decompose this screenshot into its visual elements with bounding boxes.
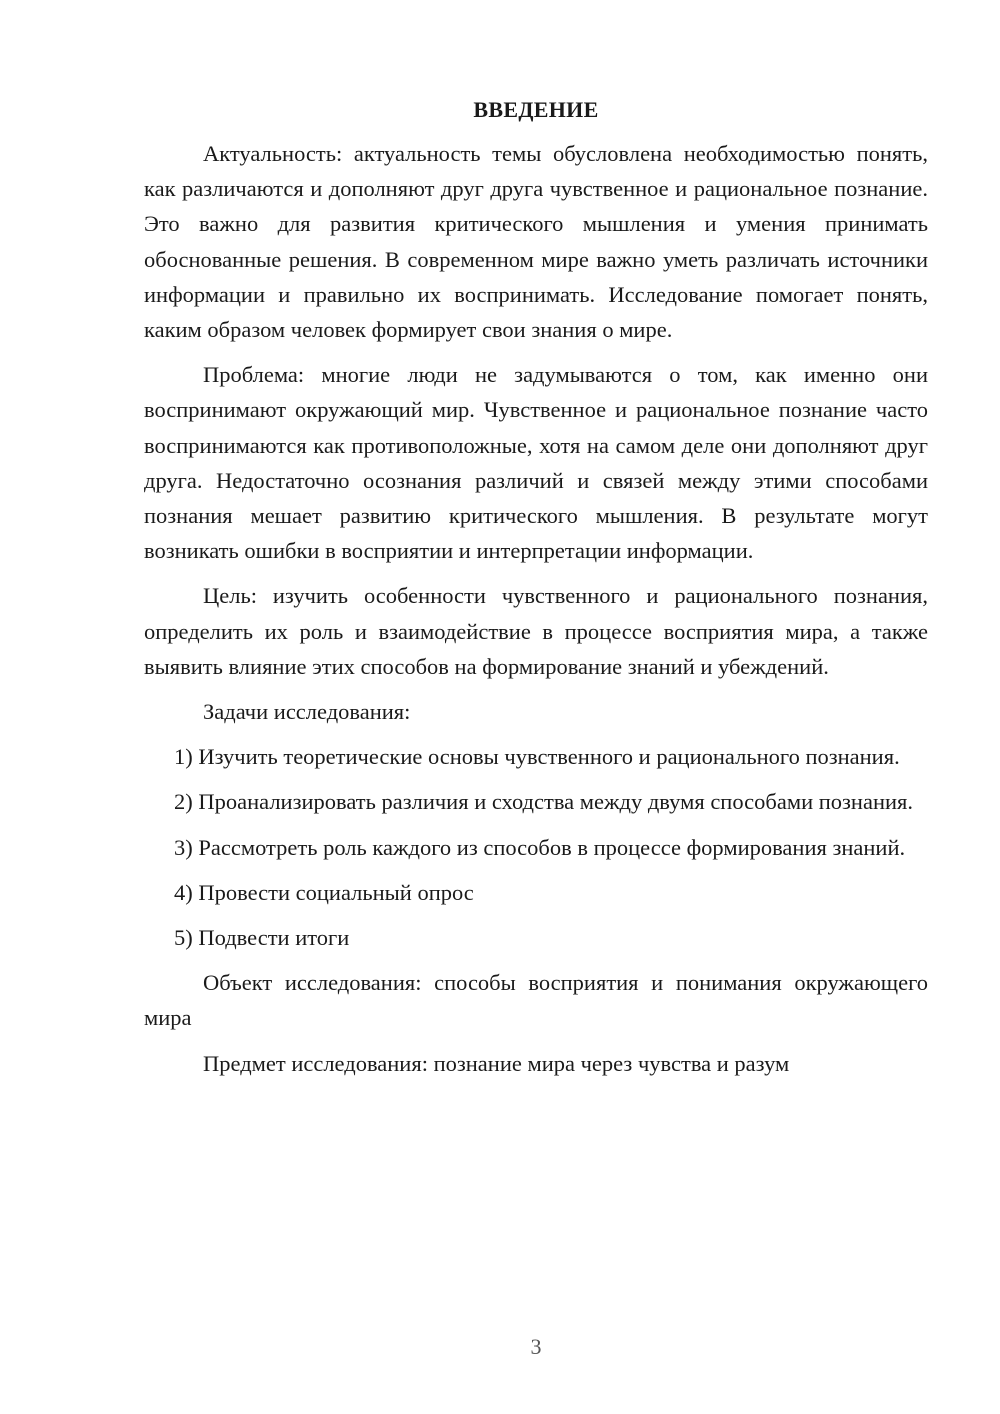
page-number: 3 xyxy=(530,1334,542,1359)
task-item-2: 2) Проанализировать различия и сходства между двумя способами познания. xyxy=(174,789,913,815)
task-item-3: 3) Рассмотреть роль каждого из способов в процессе формирования знаний. xyxy=(174,834,906,860)
subject-paragraph: Предмет исследования: познание мира через чувства и разум xyxy=(203,1050,790,1076)
problem-paragraph: Проблема: многие люди не задумываются о том, как именно они воспринимают окружающий мир. Чувственное и рациональное познание часто воспринимаются как противоположные, хотя на самом деле они дополняют друг друга. Недостаточно осознания различий и связей между этими способами познания мешает развитию критического мышления. В результате могут возникать ошибки в восприятии и интерпретации информации. xyxy=(144,362,928,564)
task-item-5: 5) Подвести итоги xyxy=(174,925,350,951)
document-page xyxy=(144,96,928,1091)
tasks-title: Задачи исследования: xyxy=(203,699,411,725)
section-heading: ВВЕДЕНИЕ xyxy=(473,97,599,122)
task-item-4: 4) Провести социальный опрос xyxy=(174,879,474,905)
goal-paragraph: Цель: изучить особенности чувственного и рационального познания, определить их роль и взаимодействие в процессе восприятия мира, а также выявить влияние этих способов на формирование знаний и убеждений. xyxy=(144,583,928,679)
task-item-1: 1) Изучить теоретические основы чувственного и рационального познания. xyxy=(174,744,900,770)
object-paragraph: Объект исследования: способы восприятия и понимания окружающего мира xyxy=(144,970,928,1031)
relevance-paragraph: Актуальность: актуальность темы обусловлена необходимостью понять, как различаются и дополняют друг друга чувственное и рациональное познание. Это важно для развития критического мышления и умения принимать обоснованные решения. В современном мире важно уметь различать источники информации и правильно их воспринимать. Исследование помогает понять, каким образом человек формирует свои знания о мире. xyxy=(144,141,928,343)
